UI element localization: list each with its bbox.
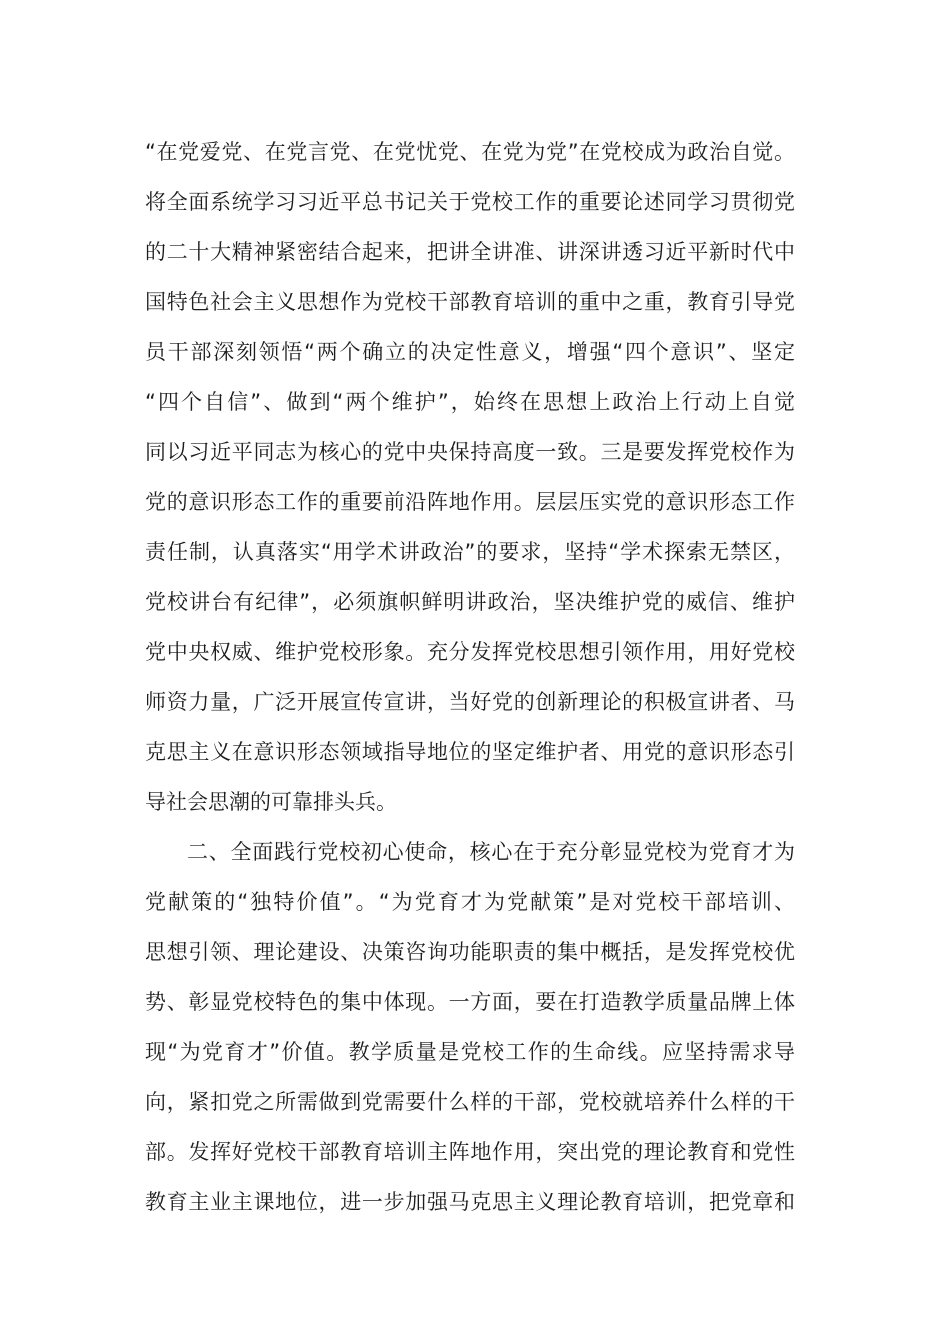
text-line: 同以习近平同志为核心的党中央保持高度一致。三是要发挥党校作为: [145, 440, 795, 464]
text-line: 势、彰显党校特色的集中体现。一方面，要在打造教学质量品牌上体: [145, 990, 795, 1014]
text-line: 党献策的“独特价值”。“为党育才为党献策”是对党校干部培训、: [145, 890, 795, 914]
body-text: [145, 127, 795, 1227]
text-line: 的二十大精神紧密结合起来，把讲全讲准、讲深讲透习近平新时代中: [145, 240, 795, 264]
text-line: 党中央权威、维护党校形象。充分发挥党校思想引领作用，用好党校: [145, 640, 795, 664]
text-line: “在党爱党、在党言党、在党忧党、在党为党”在党校成为政治自觉。: [145, 140, 795, 164]
text-line: 部。发挥好党校干部教育培训主阵地作用，突出党的理论教育和党性: [145, 1140, 795, 1164]
text-line: 员干部深刻领悟“两个确立的决定性意义，增强“四个意识”、坚定: [145, 340, 795, 364]
paragraph-last-line: 导社会思潮的可靠排头兵。: [145, 790, 397, 814]
text-line: 思想引领、理论建设、决策咨询功能职责的集中概括，是发挥党校优: [145, 940, 795, 964]
text-line: 向，紧扣党之所需做到党需要什么样的干部，党校就培养什么样的干: [145, 1090, 795, 1114]
text-line: 国特色社会主义思想作为党校干部教育培训的重中之重，教育引导党: [145, 290, 795, 314]
text-line: 责任制，认真落实“用学术讲政治”的要求，坚持“学术探索无禁区，: [145, 540, 795, 564]
text-line: 克思主义在意识形态领域指导地位的坚定维护者、用党的意识形态引: [145, 740, 795, 764]
text-line: 现“为党育才”价值。教学质量是党校工作的生命线。应坚持需求导: [145, 1040, 795, 1064]
text-line: 党的意识形态工作的重要前沿阵地作用。层层压实党的意识形态工作: [145, 490, 795, 514]
text-line: “四个自信”、做到“两个维护”，始终在思想上政治上行动上自觉: [145, 390, 795, 414]
text-line: 党校讲台有纪律”，必须旗帜鲜明讲政治，坚决维护党的威信、维护: [145, 590, 795, 614]
text-line: 教育主业主课地位，进一步加强马克思主义理论教育培训，把党章和: [145, 1190, 795, 1214]
text-line: 将全面系统学习习近平总书记关于党校工作的重要论述同学习贯彻党: [145, 190, 795, 214]
text-line: 师资力量，广泛开展宣传宣讲，当好党的创新理论的积极宣讲者、马: [145, 690, 795, 714]
section-heading-line: 二、全面践行党校初心使命，核心在于充分彰显党校为党育才为: [187, 840, 795, 864]
